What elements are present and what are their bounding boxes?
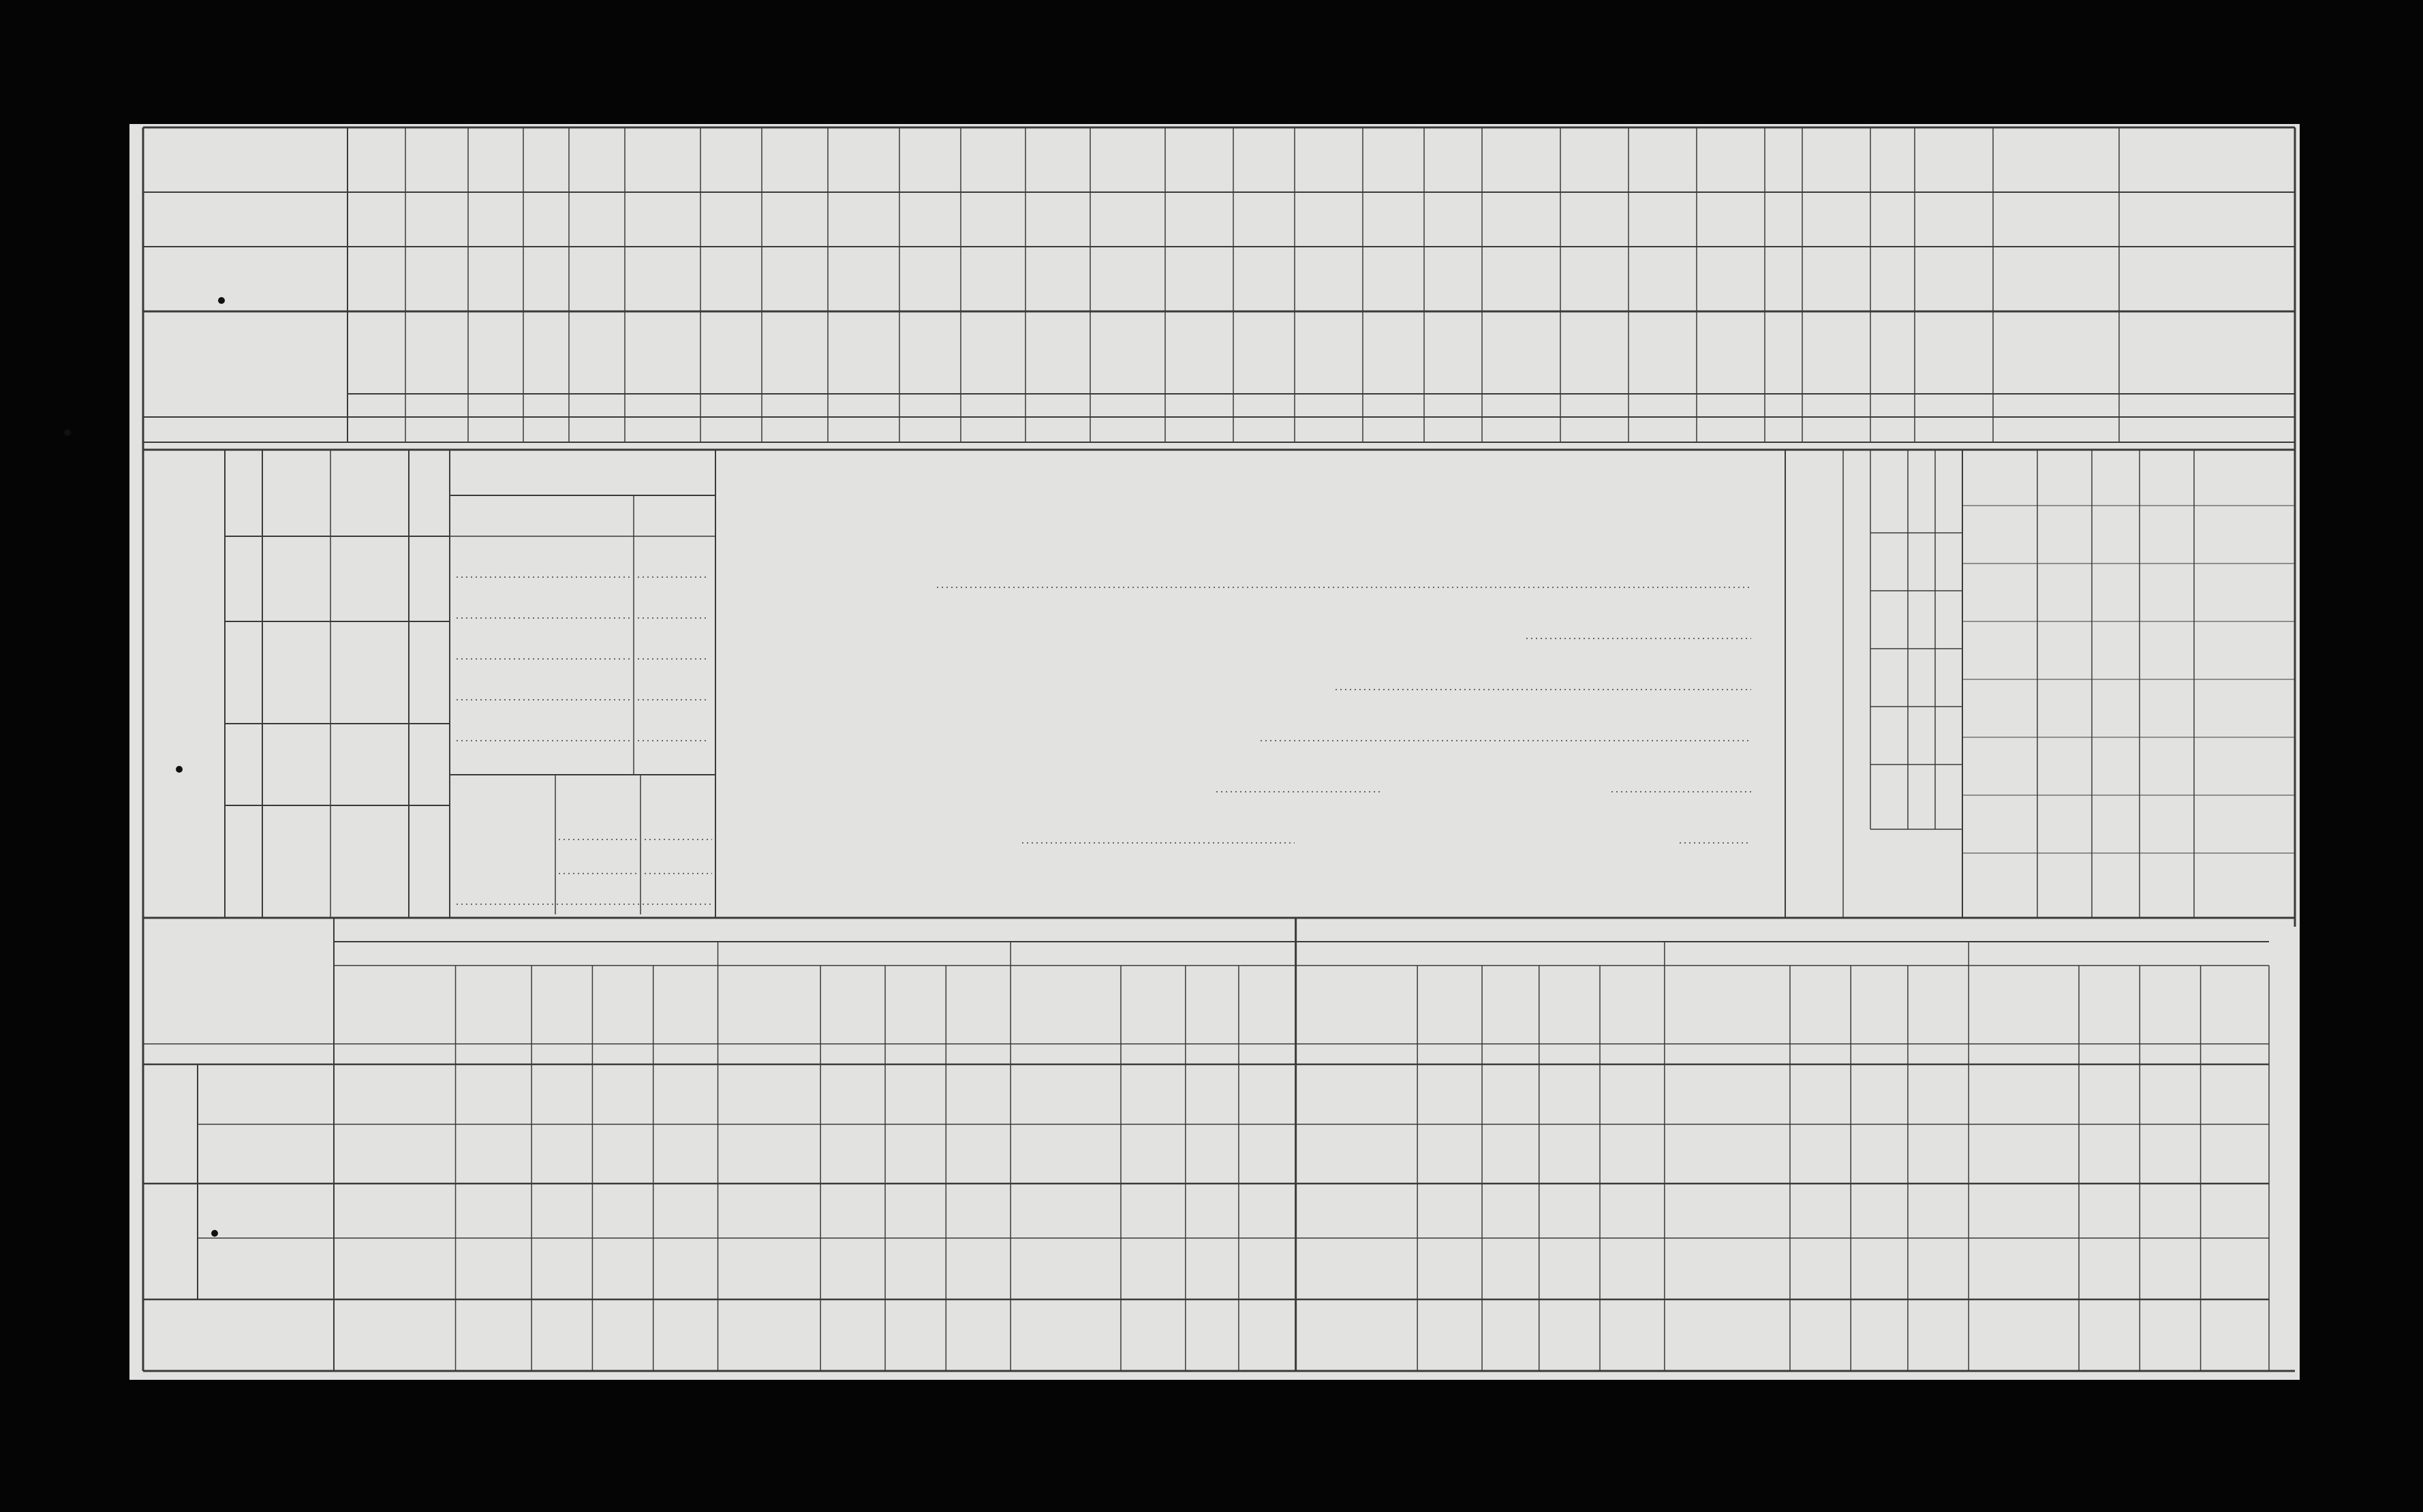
worker-col-label [262,621,330,724]
lease-subheader [1908,968,1969,1042]
staff-col-bottom [2092,843,2140,914]
roots-label [642,778,715,805]
column-number [1697,417,1765,442]
private-title [797,472,1615,506]
lease-col-number [1417,1044,1482,1064]
column-number [762,417,828,442]
lease-subheader [1665,968,1790,1042]
column-number [1165,417,1233,442]
punch-mark [176,766,183,773]
column-number [1424,417,1482,442]
lease-subheader [946,968,1010,1042]
trade-title [450,454,715,495]
pop-total-label [1870,768,1908,826]
lease-col-number [2079,1044,2140,1064]
allotment-land-label [143,1064,198,1184]
arable-group [334,942,718,966]
worker-col-number [225,724,262,805]
lease-title [334,918,1296,942]
punch-mark [64,429,71,436]
column-number [569,417,625,442]
lease-col-number [456,1044,532,1064]
staff-col-bottom [1962,843,2037,914]
column-number [468,417,523,442]
lease-col-number [653,1044,718,1064]
lease-subheader [1482,968,1539,1042]
column-number [348,417,405,442]
women-label [1843,594,1870,707]
lease-subheader [2079,968,2140,1042]
lease-col-number [1482,1044,1539,1064]
arable-group [1296,942,1665,966]
lease-col-number [1600,1044,1665,1064]
crops-row-label [150,196,341,243]
lease-subheader [1790,968,1851,1042]
pop-number [1935,649,1962,707]
lease-col-number [1790,1044,1851,1064]
pop-working-age [1870,710,1908,765]
pop-both-sexes [1870,536,1908,591]
lease-subheader [531,968,592,1042]
lease-row-label [198,1064,334,1124]
lease-subheader [1296,968,1418,1042]
staff-col-top [2194,453,2295,508]
punch-mark [218,297,225,304]
staff-col-top [2140,453,2194,508]
meadow-group [718,942,1011,966]
lease-col-number [1665,1044,1790,1064]
staff-col-bottom [2140,843,2194,914]
lease-subheader [1969,968,2079,1042]
lease-row-label [143,1299,334,1371]
lease-subheader [1539,968,1600,1042]
staff-col-bottom [2194,843,2295,914]
pop-number [1935,533,1962,591]
lease-col-number [885,1044,946,1064]
lease-col-number [2140,1044,2200,1064]
staff-col-top [2037,453,2092,508]
worker-col-label [262,805,330,918]
lease-subheader [2140,968,2200,1042]
column-number [1765,417,1802,442]
lease-subheader [718,968,821,1042]
lease-col-number [531,1044,592,1064]
lease-col-number [946,1044,1010,1064]
wheat-group-label [405,377,523,392]
staff-col-top [1962,453,2037,508]
column-number [1915,417,1993,442]
worker-col-number [225,536,262,621]
column-number [1482,417,1560,442]
lease-subheader [1417,968,1482,1042]
lease-subheader [885,968,946,1042]
column-number [1233,417,1295,442]
lease-subheader [653,968,718,1042]
column-number [1025,417,1090,442]
lease-row-label [198,1124,334,1184]
staff-col-top [2092,453,2140,508]
lease-col-number [1186,1044,1239,1064]
meadow-group [1665,942,1969,966]
lease-subheader [1600,968,1665,1042]
lease-subheader [456,968,532,1042]
lease-col-number [2201,1044,2269,1064]
qty-label [637,499,715,533]
perennial-group-label [1482,376,1765,392]
pop-total-label [1870,652,1908,707]
lease-col-number [1296,1044,1418,1064]
column-number [1090,417,1165,442]
lease-row-label [198,1238,334,1299]
lease-subheader [1010,968,1121,1042]
column-number [523,417,569,442]
column-number [828,417,899,442]
lease-col-number [1239,1044,1296,1064]
staff-col-bottom [2037,843,2092,914]
column-number [700,417,762,442]
has-label [470,778,559,808]
lease-col-number [1539,1044,1600,1064]
non-allotment-label [143,1184,198,1299]
pop-number [1935,707,1962,765]
column-number [1560,417,1629,442]
lease-subheader [592,968,653,1042]
lease-subheader [334,968,456,1042]
workers-question [409,450,450,918]
lease-subheader [820,968,885,1042]
desyatin-label [557,778,639,805]
pop-number [1935,591,1962,649]
lease-col-number [1121,1044,1186,1064]
population-label [1792,465,1840,901]
census-card [129,124,2300,1380]
lease-subheader [1239,968,1296,1042]
fallow-group-label [1915,376,2119,392]
column-number [1295,417,1363,442]
lease-col-number [1908,1044,1969,1064]
lease-col-number [1010,1044,1121,1064]
column-header-label [1993,315,2119,414]
column-number [1870,417,1915,442]
lease-col-number [1969,1044,2079,1064]
crops-row-label [150,134,341,185]
column-number [405,417,468,442]
worker-col-label [262,724,330,805]
lease-col-number [820,1044,885,1064]
worker-col-number [225,450,262,536]
column-number [625,417,700,442]
pop-number [1935,765,1962,829]
lease-row-label [198,1184,334,1238]
column-number [1993,417,2119,442]
column-number [1802,417,1870,442]
pop-working-age [1870,594,1908,649]
lease-subheader [1121,968,1186,1042]
land-label [143,311,348,417]
column-number [961,417,1025,442]
lease-col-number [718,1044,821,1064]
band-title [348,395,2003,416]
men-label [1843,710,1870,826]
lease-subheader [2201,968,2269,1042]
lease-col-number [1851,1044,1908,1064]
lease-subheader [1186,968,1239,1042]
column-number [899,417,961,442]
worker-col-label [262,536,330,621]
punch-mark [211,1230,218,1237]
table-ruling [129,124,2300,1380]
lease-col-number [592,1044,653,1064]
crops-row-label [150,250,341,298]
worker-col-number [225,805,262,918]
worker-col-label [262,450,330,536]
worker-col-number [225,621,262,724]
sublease-title [1296,918,2269,942]
column-number [1363,417,1424,442]
lease-col-number [334,1044,456,1064]
lease-subheader [1851,968,1908,1042]
column-number [1629,417,1697,442]
name-label [453,499,630,533]
vineyard-label [453,846,555,874]
garden-label [453,814,555,841]
